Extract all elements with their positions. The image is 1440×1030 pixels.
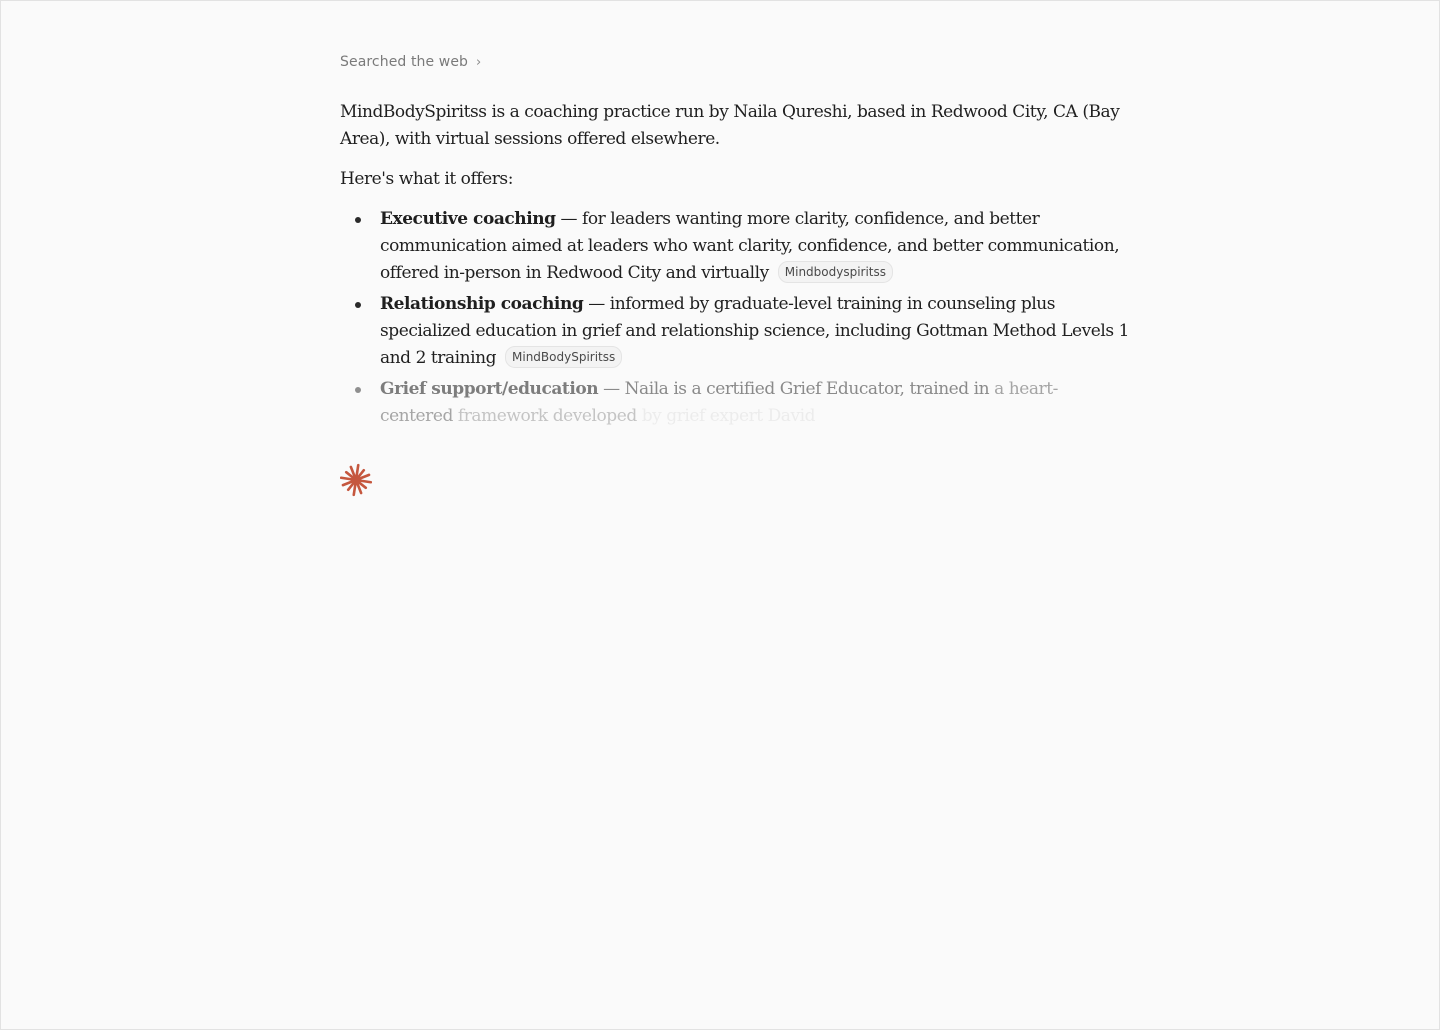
- item-text-streaming: — Naila is a certified Grief Educator, trained in: [598, 379, 995, 399]
- assistant-message: [340, 99, 1130, 430]
- offers-heading: Here's what it offers:: [340, 169, 513, 189]
- citation-chip[interactable]: MindBodySpiritss: [505, 346, 622, 368]
- offers-list: [340, 206, 1130, 430]
- item-text: — informed by graduate-level training in counseling plus specialized education in grief and relationship science, including Gottman Method Levels 1 and 2 training: [380, 294, 1129, 368]
- list-item-relationship-coaching: [340, 291, 1130, 372]
- item-text-streaming-faded: a heart-centered: [380, 379, 1058, 426]
- chat-response: [340, 51, 1130, 434]
- citation-chip[interactable]: Mindbodyspiritss: [778, 261, 893, 283]
- chevron-right-icon: ›: [476, 54, 482, 70]
- item-text-streaming-faded-more: framework developed: [457, 406, 642, 426]
- item-text: — for leaders wanting more clarity, confidence, and better communication aimed at leaders who want clarity, confidence, and better communication, offered in-person in Redwood City and virtually: [380, 209, 1120, 283]
- searched-the-web-toggle[interactable]: [340, 51, 481, 73]
- starburst-svg: [340, 463, 372, 497]
- item-title: Grief support/education: [380, 379, 599, 399]
- item-text-streaming-faintest: by grief expert David: [641, 406, 816, 426]
- bullet-icon: [355, 387, 361, 393]
- bullet-icon: [355, 217, 361, 223]
- searched-the-web-label: Searched the web: [340, 54, 469, 70]
- item-title: Executive coaching: [380, 209, 556, 229]
- bullet-icon: [355, 302, 361, 308]
- item-title: Relationship coaching: [380, 294, 584, 314]
- list-item-grief-support: [340, 376, 1130, 430]
- list-item-executive-coaching: [340, 206, 1130, 287]
- intro-paragraph: MindBodySpiritss is a coaching practice run by Naila Qureshi, based in Redwood City, CA (Bay Area), with virtual sessions offered elsewhere.: [340, 102, 1120, 149]
- claude-starburst-icon: [340, 463, 372, 497]
